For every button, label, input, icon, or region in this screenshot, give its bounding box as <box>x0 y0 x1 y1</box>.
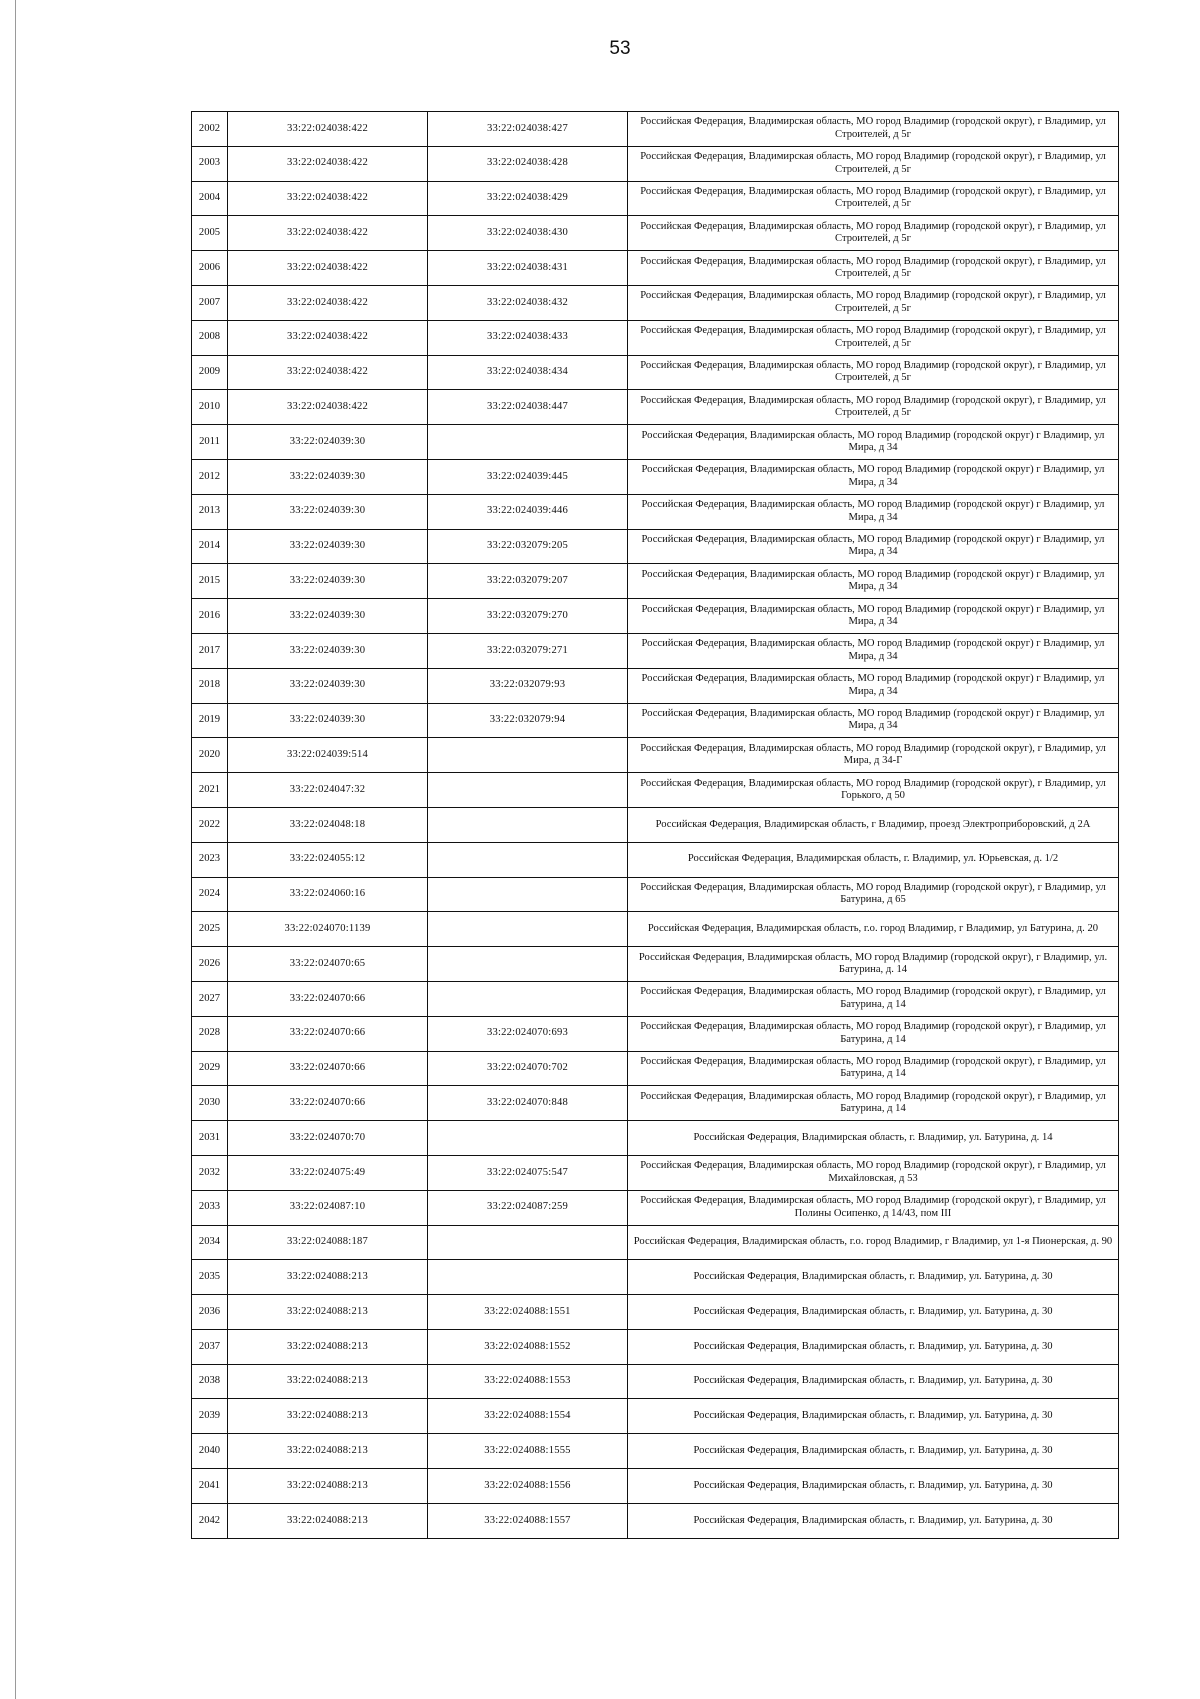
address-cell: Российская Федерация, Владимирская область, г. Владимир, ул. Батурина, д. 30 <box>628 1295 1119 1330</box>
table-row <box>192 1086 1119 1121</box>
row-number-cell: 2039 <box>192 1399 228 1434</box>
row-number-cell: 2004 <box>192 181 228 216</box>
address-cell: Российская Федерация, Владимирская область, г. Владимир, ул. Батурина, д. 30 <box>628 1399 1119 1434</box>
table-row <box>192 981 1119 1016</box>
address-cell: Российская Федерация, Владимирская область, МО город Владимир (городской округ), г Владимир, ул Батурина, д 14 <box>628 1086 1119 1121</box>
row-number-cell: 2029 <box>192 1051 228 1086</box>
parent-cadastral-number-cell: 33:22:024075:49 <box>228 1155 428 1190</box>
child-cadastral-number-cell: 33:22:024038:427 <box>428 112 628 147</box>
child-cadastral-number-cell: 33:22:032079:94 <box>428 703 628 738</box>
address-cell: Российская Федерация, Владимирская область, МО город Владимир (городской округ), г Владимир, ул Строителей, д 5г <box>628 355 1119 390</box>
parent-cadastral-number-cell: 33:22:024038:422 <box>228 112 428 147</box>
parent-cadastral-number-cell: 33:22:024039:30 <box>228 494 428 529</box>
row-number-cell: 2023 <box>192 842 228 877</box>
address-cell: Российская Федерация, Владимирская область, МО город Владимир (городской округ) г Владимир, ул Мира, д 34 <box>628 668 1119 703</box>
parent-cadastral-number-cell: 33:22:024038:422 <box>228 216 428 251</box>
child-cadastral-number-cell <box>428 1225 628 1260</box>
child-cadastral-number-cell: 33:22:032079:205 <box>428 529 628 564</box>
row-number-cell: 2031 <box>192 1121 228 1156</box>
parent-cadastral-number-cell: 33:22:024038:422 <box>228 181 428 216</box>
address-cell: Российская Федерация, Владимирская область, МО город Владимир (городской округ), г Владимир, ул Батурина, д 14 <box>628 1051 1119 1086</box>
row-number-cell: 2027 <box>192 981 228 1016</box>
table-row <box>192 390 1119 425</box>
parent-cadastral-number-cell: 33:22:024039:30 <box>228 633 428 668</box>
table-row <box>192 1260 1119 1295</box>
row-number-cell: 2019 <box>192 703 228 738</box>
table-row <box>192 355 1119 390</box>
parent-cadastral-number-cell: 33:22:024070:65 <box>228 947 428 982</box>
address-cell: Российская Федерация, Владимирская область, МО город Владимир (городской округ) г Владимир, ул Мира, д 34 <box>628 564 1119 599</box>
child-cadastral-number-cell <box>428 981 628 1016</box>
address-cell: Российская Федерация, Владимирская область, МО город Владимир (городской округ), г Владимир, ул Горького, д 50 <box>628 773 1119 808</box>
address-cell: Российская Федерация, Владимирская область, МО город Владимир (городской округ), г Владимир, ул Батурина, д 14 <box>628 1016 1119 1051</box>
address-cell: Российская Федерация, Владимирская область, МО город Владимир (городской округ), г Владимир, ул Михайловская, д 53 <box>628 1155 1119 1190</box>
table-row <box>192 947 1119 982</box>
row-number-cell: 2020 <box>192 738 228 773</box>
row-number-cell: 2028 <box>192 1016 228 1051</box>
table-row <box>192 112 1119 147</box>
parent-cadastral-number-cell: 33:22:024047:32 <box>228 773 428 808</box>
row-number-cell: 2021 <box>192 773 228 808</box>
parent-cadastral-number-cell: 33:22:024039:30 <box>228 599 428 634</box>
table-row <box>192 668 1119 703</box>
address-cell: Российская Федерация, Владимирская область, МО город Владимир (городской округ) г Владимир, ул Мира, д 34 <box>628 529 1119 564</box>
row-number-cell: 2035 <box>192 1260 228 1295</box>
address-cell: Российская Федерация, Владимирская область, г.о. город Владимир, г Владимир, ул 1-я Пионерская, д. 90 <box>628 1225 1119 1260</box>
child-cadastral-number-cell: 33:22:024038:430 <box>428 216 628 251</box>
address-cell: Российская Федерация, Владимирская область, г Владимир, проезд Электроприборовский, д 2А <box>628 807 1119 842</box>
address-cell: Российская Федерация, Владимирская область, г. Владимир, ул. Батурина, д. 30 <box>628 1260 1119 1295</box>
address-cell: Российская Федерация, Владимирская область, г. Владимир, ул. Батурина, д. 30 <box>628 1503 1119 1538</box>
address-cell: Российская Федерация, Владимирская область, МО город Владимир (городской округ) г Владимир, ул Мира, д 34 <box>628 703 1119 738</box>
row-number-cell: 2038 <box>192 1364 228 1399</box>
table-row <box>192 146 1119 181</box>
row-number-cell: 2037 <box>192 1329 228 1364</box>
table-row <box>192 564 1119 599</box>
table-row <box>192 703 1119 738</box>
parent-cadastral-number-cell: 33:22:024039:30 <box>228 459 428 494</box>
table-row <box>192 459 1119 494</box>
parent-cadastral-number-cell: 33:22:024039:30 <box>228 668 428 703</box>
child-cadastral-number-cell: 33:22:024070:848 <box>428 1086 628 1121</box>
table-row <box>192 877 1119 912</box>
child-cadastral-number-cell <box>428 807 628 842</box>
child-cadastral-number-cell: 33:22:032079:207 <box>428 564 628 599</box>
parent-cadastral-number-cell: 33:22:024070:66 <box>228 1016 428 1051</box>
row-number-cell: 2003 <box>192 146 228 181</box>
table-row <box>192 251 1119 286</box>
table-row <box>192 1295 1119 1330</box>
row-number-cell: 2006 <box>192 251 228 286</box>
page-number: 53 <box>609 38 631 59</box>
child-cadastral-number-cell: 33:22:024038:431 <box>428 251 628 286</box>
address-cell: Российская Федерация, Владимирская область, МО город Владимир (городской округ), г Владимир, ул Строителей, д 5г <box>628 146 1119 181</box>
row-number-cell: 2016 <box>192 599 228 634</box>
address-cell: Российская Федерация, Владимирская область, г.о. город Владимир, г Владимир, ул Батурина, д. 20 <box>628 912 1119 947</box>
child-cadastral-number-cell: 33:22:024039:446 <box>428 494 628 529</box>
child-cadastral-number-cell: 33:22:024087:259 <box>428 1190 628 1225</box>
child-cadastral-number-cell: 33:22:024038:433 <box>428 320 628 355</box>
address-cell: Российская Федерация, Владимирская область, МО город Владимир (городской округ) г Владимир, ул Мира, д 34 <box>628 459 1119 494</box>
address-cell: Российская Федерация, Владимирская область, МО город Владимир (городской округ), г Владимир, ул Полины Осипенко, д 14/43, пом III <box>628 1190 1119 1225</box>
child-cadastral-number-cell <box>428 425 628 460</box>
parent-cadastral-number-cell: 33:22:024070:66 <box>228 981 428 1016</box>
child-cadastral-number-cell <box>428 877 628 912</box>
address-cell: Российская Федерация, Владимирская область, г. Владимир, ул. Батурина, д. 14 <box>628 1121 1119 1156</box>
row-number-cell: 2026 <box>192 947 228 982</box>
table-row <box>192 1155 1119 1190</box>
address-cell: Российская Федерация, Владимирская область, МО город Владимир (городской округ), г Владимир, ул Строителей, д 5г <box>628 285 1119 320</box>
child-cadastral-number-cell: 33:22:024070:702 <box>428 1051 628 1086</box>
table-row <box>192 912 1119 947</box>
row-number-cell: 2005 <box>192 216 228 251</box>
table-row <box>192 1121 1119 1156</box>
child-cadastral-number-cell: 33:22:024088:1555 <box>428 1434 628 1469</box>
parent-cadastral-number-cell: 33:22:024070:66 <box>228 1051 428 1086</box>
table-row <box>192 738 1119 773</box>
row-number-cell: 2033 <box>192 1190 228 1225</box>
table-row <box>192 1434 1119 1469</box>
table-row <box>192 285 1119 320</box>
parent-cadastral-number-cell: 33:22:024088:213 <box>228 1329 428 1364</box>
address-cell: Российская Федерация, Владимирская область, г. Владимир, ул. Батурина, д. 30 <box>628 1469 1119 1504</box>
scan-edge-line <box>15 0 16 1699</box>
address-cell: Российская Федерация, Владимирская область, г. Владимир, ул. Батурина, д. 30 <box>628 1434 1119 1469</box>
address-cell: Российская Федерация, Владимирская область, МО город Владимир (городской округ), г Владимир, ул Батурина, д 14 <box>628 981 1119 1016</box>
address-cell: Российская Федерация, Владимирская область, МО город Владимир (городской округ) г Владимир, ул Мира, д 34 <box>628 494 1119 529</box>
child-cadastral-number-cell: 33:22:024088:1553 <box>428 1364 628 1399</box>
child-cadastral-number-cell: 33:22:032079:270 <box>428 599 628 634</box>
child-cadastral-number-cell: 33:22:024038:429 <box>428 181 628 216</box>
parent-cadastral-number-cell: 33:22:024039:30 <box>228 425 428 460</box>
address-cell: Российская Федерация, Владимирская область, МО город Владимир (городской округ) г Владимир, ул Мира, д 34 <box>628 425 1119 460</box>
parent-cadastral-number-cell: 33:22:024070:66 <box>228 1086 428 1121</box>
row-number-cell: 2010 <box>192 390 228 425</box>
child-cadastral-number-cell: 33:22:024038:428 <box>428 146 628 181</box>
row-number-cell: 2022 <box>192 807 228 842</box>
parent-cadastral-number-cell: 33:22:024088:213 <box>228 1399 428 1434</box>
parent-cadastral-number-cell: 33:22:024039:30 <box>228 703 428 738</box>
table-row <box>192 599 1119 634</box>
address-cell: Российская Федерация, Владимирская область, МО город Владимир (городской округ), г Владимир, ул Батурина, д 65 <box>628 877 1119 912</box>
child-cadastral-number-cell: 33:22:024038:434 <box>428 355 628 390</box>
child-cadastral-number-cell: 33:22:024075:547 <box>428 1155 628 1190</box>
row-number-cell: 2041 <box>192 1469 228 1504</box>
table-row <box>192 1051 1119 1086</box>
address-cell: Российская Федерация, Владимирская область, МО город Владимир (городской округ) г Владимир, ул Мира, д 34 <box>628 599 1119 634</box>
table-row <box>192 1016 1119 1051</box>
row-number-cell: 2009 <box>192 355 228 390</box>
parent-cadastral-number-cell: 33:22:024038:422 <box>228 146 428 181</box>
address-cell: Российская Федерация, Владимирская область, МО город Владимир (городской округ), г Владимир, ул. Батурина, д. 14 <box>628 947 1119 982</box>
child-cadastral-number-cell: 33:22:032079:271 <box>428 633 628 668</box>
row-number-cell: 2040 <box>192 1434 228 1469</box>
parent-cadastral-number-cell: 33:22:024088:187 <box>228 1225 428 1260</box>
parent-cadastral-number-cell: 33:22:024039:514 <box>228 738 428 773</box>
address-cell: Российская Федерация, Владимирская область, г. Владимир, ул. Юрьевская, д. 1/2 <box>628 842 1119 877</box>
row-number-cell: 2032 <box>192 1155 228 1190</box>
parent-cadastral-number-cell: 33:22:024038:422 <box>228 285 428 320</box>
address-cell: Российская Федерация, Владимирская область, МО город Владимир (городской округ), г Владимир, ул Мира, д 34-Г <box>628 738 1119 773</box>
table-row <box>192 1329 1119 1364</box>
child-cadastral-number-cell: 33:22:024039:445 <box>428 459 628 494</box>
address-cell: Российская Федерация, Владимирская область, МО город Владимир (городской округ), г Владимир, ул Строителей, д 5г <box>628 181 1119 216</box>
child-cadastral-number-cell: 33:22:024088:1557 <box>428 1503 628 1538</box>
row-number-cell: 2011 <box>192 425 228 460</box>
address-cell: Российская Федерация, Владимирская область, МО город Владимир (городской округ), г Владимир, ул Строителей, д 5г <box>628 216 1119 251</box>
row-number-cell: 2002 <box>192 112 228 147</box>
child-cadastral-number-cell: 33:22:024088:1554 <box>428 1399 628 1434</box>
parent-cadastral-number-cell: 33:22:024088:213 <box>228 1260 428 1295</box>
child-cadastral-number-cell: 33:22:024070:693 <box>428 1016 628 1051</box>
row-number-cell: 2015 <box>192 564 228 599</box>
child-cadastral-number-cell: 33:22:024088:1551 <box>428 1295 628 1330</box>
table-row <box>192 320 1119 355</box>
table-row <box>192 1399 1119 1434</box>
child-cadastral-number-cell: 33:22:024088:1552 <box>428 1329 628 1364</box>
address-cell: Российская Федерация, Владимирская область, г. Владимир, ул. Батурина, д. 30 <box>628 1329 1119 1364</box>
row-number-cell: 2042 <box>192 1503 228 1538</box>
table-row <box>192 773 1119 808</box>
parent-cadastral-number-cell: 33:22:024060:16 <box>228 877 428 912</box>
row-number-cell: 2008 <box>192 320 228 355</box>
child-cadastral-number-cell <box>428 773 628 808</box>
table-row <box>192 1469 1119 1504</box>
row-number-cell: 2017 <box>192 633 228 668</box>
table-row <box>192 529 1119 564</box>
parent-cadastral-number-cell: 33:22:024088:213 <box>228 1503 428 1538</box>
child-cadastral-number-cell <box>428 947 628 982</box>
child-cadastral-number-cell <box>428 912 628 947</box>
parent-cadastral-number-cell: 33:22:024070:1139 <box>228 912 428 947</box>
row-number-cell: 2012 <box>192 459 228 494</box>
parent-cadastral-number-cell: 33:22:024048:18 <box>228 807 428 842</box>
address-cell: Российская Федерация, Владимирская область, г. Владимир, ул. Батурина, д. 30 <box>628 1364 1119 1399</box>
parent-cadastral-number-cell: 33:22:024088:213 <box>228 1364 428 1399</box>
table-row <box>192 1364 1119 1399</box>
table-row <box>192 842 1119 877</box>
child-cadastral-number-cell <box>428 842 628 877</box>
parent-cadastral-number-cell: 33:22:024038:422 <box>228 320 428 355</box>
row-number-cell: 2014 <box>192 529 228 564</box>
child-cadastral-number-cell: 33:22:032079:93 <box>428 668 628 703</box>
parent-cadastral-number-cell: 33:22:024088:213 <box>228 1434 428 1469</box>
row-number-cell: 2024 <box>192 877 228 912</box>
child-cadastral-number-cell: 33:22:024088:1556 <box>428 1469 628 1504</box>
address-cell: Российская Федерация, Владимирская область, МО город Владимир (городской округ), г Владимир, ул Строителей, д 5г <box>628 390 1119 425</box>
table-row <box>192 494 1119 529</box>
row-number-cell: 2007 <box>192 285 228 320</box>
row-number-cell: 2025 <box>192 912 228 947</box>
registry-table-body <box>192 112 1119 1539</box>
child-cadastral-number-cell: 33:22:024038:447 <box>428 390 628 425</box>
address-cell: Российская Федерация, Владимирская область, МО город Владимир (городской округ), г Владимир, ул Строителей, д 5г <box>628 112 1119 147</box>
row-number-cell: 2030 <box>192 1086 228 1121</box>
row-number-cell: 2018 <box>192 668 228 703</box>
child-cadastral-number-cell <box>428 1260 628 1295</box>
address-cell: Российская Федерация, Владимирская область, МО город Владимир (городской округ), г Владимир, ул Строителей, д 5г <box>628 251 1119 286</box>
parent-cadastral-number-cell: 33:22:024070:70 <box>228 1121 428 1156</box>
table-row <box>192 216 1119 251</box>
table-row <box>192 807 1119 842</box>
table-row <box>192 1225 1119 1260</box>
parent-cadastral-number-cell: 33:22:024038:422 <box>228 251 428 286</box>
row-number-cell: 2013 <box>192 494 228 529</box>
row-number-cell: 2034 <box>192 1225 228 1260</box>
registry-table <box>191 111 1119 1539</box>
parent-cadastral-number-cell: 33:22:024088:213 <box>228 1469 428 1504</box>
parent-cadastral-number-cell: 33:22:024039:30 <box>228 529 428 564</box>
row-number-cell: 2036 <box>192 1295 228 1330</box>
table-row <box>192 181 1119 216</box>
child-cadastral-number-cell: 33:22:024038:432 <box>428 285 628 320</box>
table-row <box>192 633 1119 668</box>
parent-cadastral-number-cell: 33:22:024038:422 <box>228 390 428 425</box>
address-cell: Российская Федерация, Владимирская область, МО город Владимир (городской округ) г Владимир, ул Мира, д 34 <box>628 633 1119 668</box>
parent-cadastral-number-cell: 33:22:024055:12 <box>228 842 428 877</box>
child-cadastral-number-cell <box>428 1121 628 1156</box>
child-cadastral-number-cell <box>428 738 628 773</box>
parent-cadastral-number-cell: 33:22:024087:10 <box>228 1190 428 1225</box>
parent-cadastral-number-cell: 33:22:024039:30 <box>228 564 428 599</box>
table-row <box>192 425 1119 460</box>
table-row <box>192 1190 1119 1225</box>
parent-cadastral-number-cell: 33:22:024088:213 <box>228 1295 428 1330</box>
table-row <box>192 1503 1119 1538</box>
parent-cadastral-number-cell: 33:22:024038:422 <box>228 355 428 390</box>
address-cell: Российская Федерация, Владимирская область, МО город Владимир (городской округ), г Владимир, ул Строителей, д 5г <box>628 320 1119 355</box>
